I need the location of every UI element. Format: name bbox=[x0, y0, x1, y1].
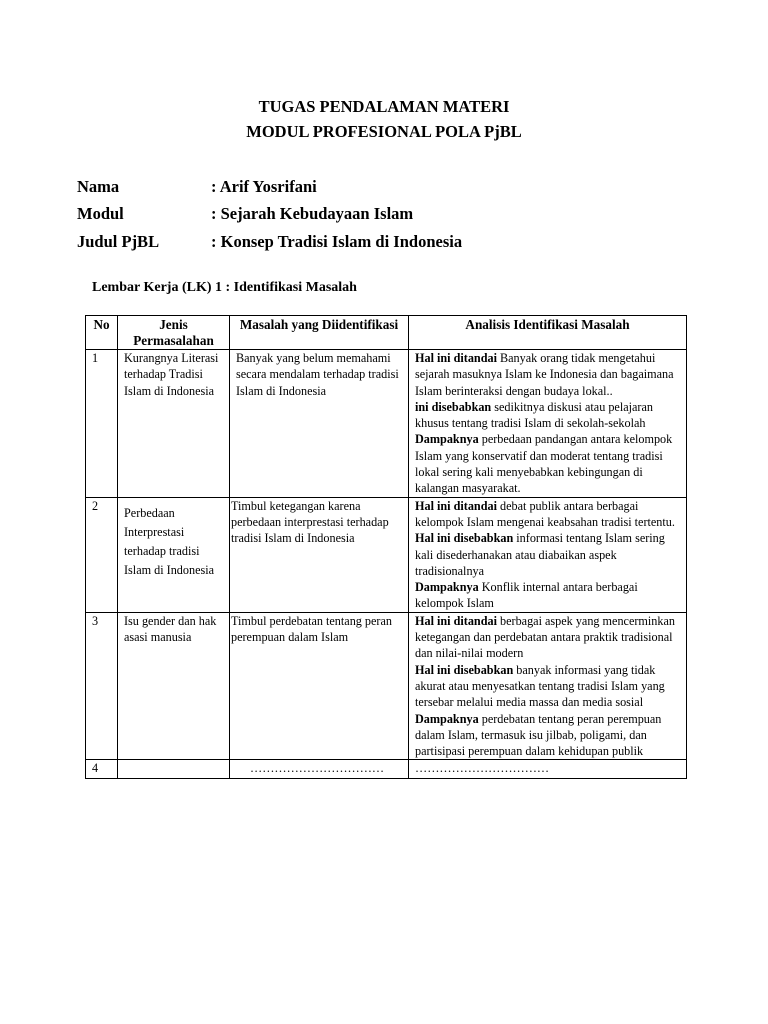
info-label: Modul bbox=[77, 204, 124, 224]
info-row-judul bbox=[77, 228, 462, 256]
analysis-label: Hal ini ditandai bbox=[415, 351, 497, 365]
identity-info bbox=[77, 173, 462, 256]
table-row bbox=[86, 760, 687, 779]
info-value: : Konsep Tradisi Islam di Indonesia bbox=[211, 231, 463, 251]
analysis-text: perdebatan tentang peran perempuan dalam Islam, termasuk isu jilbab, poligami, dan partisipasi perempuan dalam kehidupan publik bbox=[415, 711, 662, 759]
worksheet-title: Lembar Kerja (LK) 1 : Identifikasi Masalah bbox=[92, 280, 357, 295]
cell-analisis bbox=[409, 760, 687, 779]
analysis-text: debat publik antara berbagai kelompok Islam mengenai keabsahan tradisi tertentu. bbox=[415, 498, 675, 529]
table-row bbox=[86, 612, 687, 760]
title-line-1: TUGAS PENDALAMAN MATERI bbox=[258, 97, 510, 116]
cell-jenis bbox=[118, 760, 230, 779]
placeholder-dots: …………………………… bbox=[250, 761, 385, 776]
analysis-label: Hal ini ditandai bbox=[415, 613, 497, 628]
header-jenis: Jenis Permasalahan bbox=[118, 316, 230, 350]
placeholder-dots: …………………………… bbox=[415, 761, 550, 776]
header-analisis: Analisis Identifikasi Masalah bbox=[409, 316, 687, 350]
info-value: : Sejarah Kebudayaan Islam bbox=[211, 204, 414, 224]
info-row-nama bbox=[77, 173, 462, 201]
title-line-2: MODUL PROFESIONAL POLA PjBL bbox=[246, 122, 522, 141]
cell-jenis: Kurangnya Literasi terhadap Tradisi Islam di Indonesia bbox=[118, 350, 230, 498]
cell-no: 1 bbox=[86, 350, 118, 498]
cell-no: 2 bbox=[86, 497, 118, 612]
table-row bbox=[86, 497, 687, 612]
cell-jenis: Isu gender dan hak asasi manusia bbox=[118, 612, 230, 760]
analysis-text: berbagai aspek yang mencerminkan ketegangan dan perdebatan antara praktik tradisional dan nilai-nilai modern bbox=[415, 613, 675, 661]
cell-masalah: Banyak yang belum memahami secara mendalam terhadap tradisi Islam di Indonesia bbox=[230, 350, 409, 498]
info-label: Nama bbox=[77, 176, 120, 196]
document-title bbox=[0, 94, 768, 144]
cell-analisis bbox=[409, 497, 687, 612]
info-row-modul bbox=[77, 201, 462, 229]
analysis-text: Banyak orang tidak mengetahui sejarah masuknya Islam ke Indonesia dan bagaimana Islam berinteraksi dengan budaya lokal.. bbox=[415, 351, 674, 398]
analysis-label: Hal ini disebabkan bbox=[415, 531, 514, 546]
analysis-text: informasi tentang Islam sering kali disederhanakan atau diabaikan aspek tradisionalnya bbox=[415, 531, 665, 578]
cell-jenis: Perbedaan Interprestasi terhadap tradisi Islam di Indonesia bbox=[118, 497, 230, 612]
cell-analisis bbox=[409, 350, 687, 498]
cell-masalah: Timbul ketegangan karena perbedaan interprestasi terhadap tradisi Islam di Indonesia bbox=[230, 497, 409, 612]
cell-analisis bbox=[409, 612, 687, 760]
analysis-text: perbedaan pandangan antara kelompok Islam yang konservatif dan moderat tentang tradisi lokal sering kali menyebabkan kebingungan di kalangan masyarakat. bbox=[415, 432, 673, 496]
analysis-label: Hal ini disebabkan bbox=[415, 662, 514, 677]
info-value: : Arif Yosrifani bbox=[211, 176, 317, 196]
table-row bbox=[86, 350, 687, 498]
header-masalah: Masalah yang Diidentifikasi bbox=[230, 316, 409, 350]
analysis-label: Hal ini ditandai bbox=[415, 498, 497, 513]
analysis-label: Dampaknya bbox=[415, 580, 479, 595]
identification-table bbox=[85, 315, 687, 779]
analysis-text: sedikitnya diskusi atau pelajaran khusus tentang tradisi Islam di sekolah-sekolah bbox=[415, 399, 653, 431]
analysis-label: Dampaknya bbox=[415, 711, 479, 726]
analysis-label: ini disebabkan bbox=[415, 399, 492, 414]
analysis-text: Konflik internal antara berbagai kelompok Islam bbox=[415, 580, 638, 611]
analysis-label: Dampaknya bbox=[415, 432, 479, 447]
table-header-row bbox=[86, 316, 687, 350]
analysis-text: banyak informasi yang tidak akurat atau menyesatkan tentang tradisi Islam yang tersebar melalui media massa dan media sosial bbox=[415, 662, 665, 710]
cell-no: 4 bbox=[86, 760, 118, 779]
cell-no: 3 bbox=[86, 612, 118, 760]
info-label: Judul PjBL bbox=[77, 231, 160, 251]
cell-masalah: Timbul perdebatan tentang peran perempuan dalam Islam bbox=[230, 612, 409, 760]
header-no: No bbox=[86, 316, 118, 350]
cell-masalah bbox=[230, 760, 409, 779]
